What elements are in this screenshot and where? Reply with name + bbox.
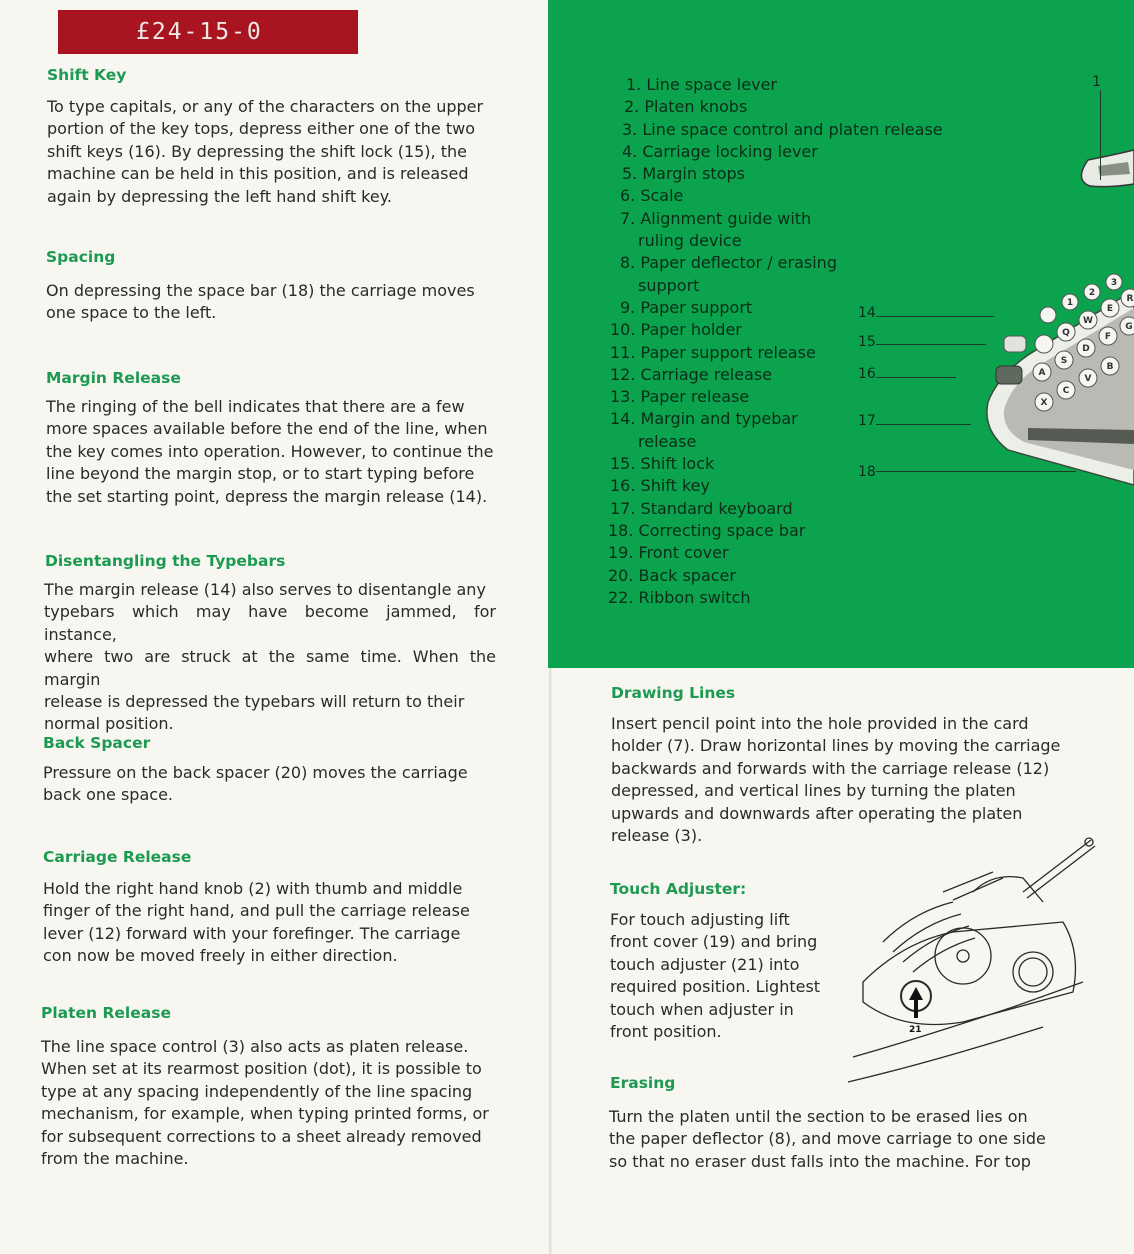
text-line: Insert pencil point into the hole provided in the card bbox=[611, 714, 1029, 733]
parts-item: 15. Shift lock bbox=[610, 454, 715, 474]
parts-item: 5. Margin stops bbox=[622, 164, 745, 184]
callout-16: 16 bbox=[858, 366, 876, 382]
parts-item: release bbox=[638, 431, 697, 451]
text-line: On depressing the space bar (18) the carriage moves bbox=[46, 281, 475, 300]
key-label: C bbox=[1062, 386, 1070, 396]
text-line: the paper deflector (8), and move carriage to one side bbox=[609, 1129, 1046, 1149]
parts-item: 22. Ribbon switch bbox=[608, 587, 751, 607]
para-shift-key bbox=[47, 96, 499, 208]
para-erasing bbox=[609, 1106, 1061, 1173]
text-line: Turn the platen until the section to be erased lies on bbox=[609, 1107, 1028, 1126]
text-line: more spaces available before the end of the line, when bbox=[46, 419, 488, 439]
text-line: The ringing of the bell indicates that there are a few bbox=[46, 397, 465, 416]
text-line: The margin release (14) also serves to disentangle any bbox=[44, 580, 486, 599]
para-carriage-release bbox=[43, 878, 495, 968]
text-line: back one space. bbox=[43, 785, 173, 805]
heading-touch-adjuster: Touch Adjuster: bbox=[610, 880, 747, 898]
key-label: D bbox=[1082, 344, 1090, 354]
text-line: shift keys (16). By depressing the shift lock (15), the bbox=[47, 141, 467, 161]
callout-line bbox=[1100, 90, 1101, 180]
text-line: portion of the key tops, depress either one of the two bbox=[47, 119, 475, 139]
para-back-spacer bbox=[43, 762, 495, 807]
heading-back-spacer: Back Spacer bbox=[43, 734, 151, 752]
parts-item: 2. Platen knobs bbox=[624, 97, 748, 117]
parts-item: 19. Front cover bbox=[608, 543, 729, 563]
parts-item: 8. Paper deflector / erasing bbox=[620, 253, 837, 273]
callout-17: 17 bbox=[858, 413, 876, 429]
text-line: mechanism, for example, when typing printed forms, or bbox=[41, 1104, 489, 1124]
text-line: depressed, and vertical lines by turning the platen bbox=[611, 781, 1016, 801]
para-platen-release bbox=[41, 1036, 493, 1170]
text-line: upwards and downwards after operating the platen bbox=[611, 803, 1023, 823]
key-label: 1 bbox=[1066, 298, 1074, 308]
text-line: front position. bbox=[610, 1022, 722, 1042]
key-label: A bbox=[1038, 368, 1046, 378]
text-line: The line space control (3) also acts as platen release. bbox=[41, 1037, 469, 1056]
text-line: required position. Lightest bbox=[610, 977, 821, 997]
callout-1: 1 bbox=[1092, 74, 1101, 90]
text-line: touch adjuster (21) into bbox=[610, 954, 800, 974]
callout-line bbox=[876, 377, 956, 378]
parts-item: 17. Standard keyboard bbox=[610, 498, 793, 518]
parts-item: 13. Paper release bbox=[610, 387, 750, 407]
text-line: machine can be held in this position, and is released bbox=[47, 164, 469, 184]
parts-item: 9. Paper support bbox=[620, 297, 753, 317]
text-line: where two are struck at the same time. When the margin bbox=[44, 647, 496, 689]
heading-platen-release: Platen Release bbox=[41, 1004, 171, 1022]
text-line: lever (12) forward with your forefinger. The carriage bbox=[43, 923, 461, 943]
text-line: the set starting point, depress the margin release (14). bbox=[46, 486, 488, 506]
parts-item: 3. Line space control and platen release bbox=[622, 119, 943, 139]
callout-14: 14 bbox=[858, 305, 876, 321]
para-touch-adjuster bbox=[610, 909, 822, 1043]
callout-18: 18 bbox=[858, 464, 876, 480]
para-margin-release bbox=[46, 396, 498, 508]
text-line: When set at its rearmost position (dot), it is possible to bbox=[41, 1059, 482, 1079]
heading-carriage-release: Carriage Release bbox=[43, 848, 192, 866]
callout-line bbox=[876, 471, 1076, 472]
key-label: V bbox=[1084, 374, 1092, 384]
heading-drawing-lines: Drawing Lines bbox=[611, 684, 736, 702]
key-label: 3 bbox=[1110, 278, 1118, 288]
text-line: for subsequent corrections to a sheet already removed bbox=[41, 1126, 482, 1146]
heading-disentangling: Disentangling the Typebars bbox=[45, 552, 286, 570]
price-sticker: £24-15-0 bbox=[58, 10, 358, 54]
parts-item: 7. Alignment guide with bbox=[620, 208, 812, 228]
callout-line bbox=[876, 316, 994, 317]
key-label: W bbox=[1083, 316, 1093, 326]
parts-item: 16. Shift key bbox=[610, 476, 710, 496]
parts-item: 20. Back spacer bbox=[608, 565, 736, 585]
heading-spacing: Spacing bbox=[46, 248, 116, 266]
key-label: E bbox=[1106, 304, 1114, 314]
parts-item: 4. Carriage locking lever bbox=[622, 141, 818, 161]
heading-margin-release: Margin Release bbox=[46, 369, 181, 387]
text-line: finger of the right hand, and pull the carriage release bbox=[43, 901, 470, 921]
text-line: line beyond the margin stop, or to start typing before bbox=[46, 464, 475, 484]
text-line: one space to the left. bbox=[46, 303, 217, 323]
parts-panel bbox=[548, 0, 1134, 668]
callout-line bbox=[876, 424, 971, 425]
key-label: B bbox=[1106, 362, 1114, 372]
key-label: R bbox=[1126, 294, 1134, 304]
text-line: from the machine. bbox=[41, 1149, 189, 1169]
heading-shift-key: Shift Key bbox=[47, 66, 127, 84]
parts-item: 10. Paper holder bbox=[610, 320, 742, 340]
key-label: G bbox=[1125, 322, 1133, 332]
key-label: S bbox=[1060, 356, 1068, 366]
parts-item: 12. Carriage release bbox=[610, 364, 773, 384]
key-label: Q bbox=[1062, 328, 1070, 338]
para-drawing-lines bbox=[611, 713, 1063, 847]
text-line: release is depressed the typebars will return to their bbox=[44, 692, 465, 712]
parts-item: support bbox=[638, 275, 700, 295]
text-line: touch when adjuster in bbox=[610, 999, 794, 1019]
text-line: Hold the right hand knob (2) with thumb and middle bbox=[43, 879, 463, 898]
para-spacing bbox=[46, 280, 498, 325]
parts-item: 11. Paper support release bbox=[610, 342, 816, 362]
parts-item: ruling device bbox=[638, 231, 742, 251]
figure-label-21: 21 bbox=[909, 1025, 922, 1035]
key-label: 2 bbox=[1088, 288, 1096, 298]
text-line: again by depressing the left hand shift key. bbox=[47, 186, 392, 206]
para-disentangling bbox=[44, 579, 496, 736]
heading-erasing: Erasing bbox=[610, 1074, 676, 1092]
text-line: typebars which may have become jammed, for instance, bbox=[44, 602, 496, 644]
text-line: Pressure on the back spacer (20) moves the carriage bbox=[43, 763, 468, 782]
typewriter-keyboard-illustration bbox=[878, 140, 1134, 500]
text-line: front cover (19) and bring bbox=[610, 932, 818, 952]
parts-item: 18. Correcting space bar bbox=[608, 520, 806, 540]
text-line: type at any spacing independently of the line spacing bbox=[41, 1081, 473, 1101]
text-line: normal position. bbox=[44, 714, 174, 734]
callout-15: 15 bbox=[858, 334, 876, 350]
parts-item: 1. Line space lever bbox=[626, 75, 777, 94]
key-label: X bbox=[1040, 398, 1048, 408]
parts-item: 6. Scale bbox=[620, 186, 684, 206]
key-label: F bbox=[1104, 332, 1112, 342]
touch-adjuster-illustration bbox=[843, 832, 1099, 1088]
parts-item: 14. Margin and typebar bbox=[610, 409, 798, 429]
text-line: backwards and forwards with the carriage release (12) bbox=[611, 758, 1050, 778]
text-line: the key comes into operation. However, to continue the bbox=[46, 441, 494, 461]
text-line: con now be moved freely in either direction. bbox=[43, 946, 398, 966]
callout-line bbox=[876, 344, 986, 345]
text-line: release (3). bbox=[611, 826, 703, 846]
text-line: To type capitals, or any of the characters on the upper bbox=[47, 97, 484, 116]
text-line: holder (7). Draw horizontal lines by moving the carriage bbox=[611, 736, 1061, 756]
text-line: so that no eraser dust falls into the machine. For top bbox=[609, 1151, 1031, 1171]
text-line: For touch adjusting lift bbox=[610, 910, 790, 929]
